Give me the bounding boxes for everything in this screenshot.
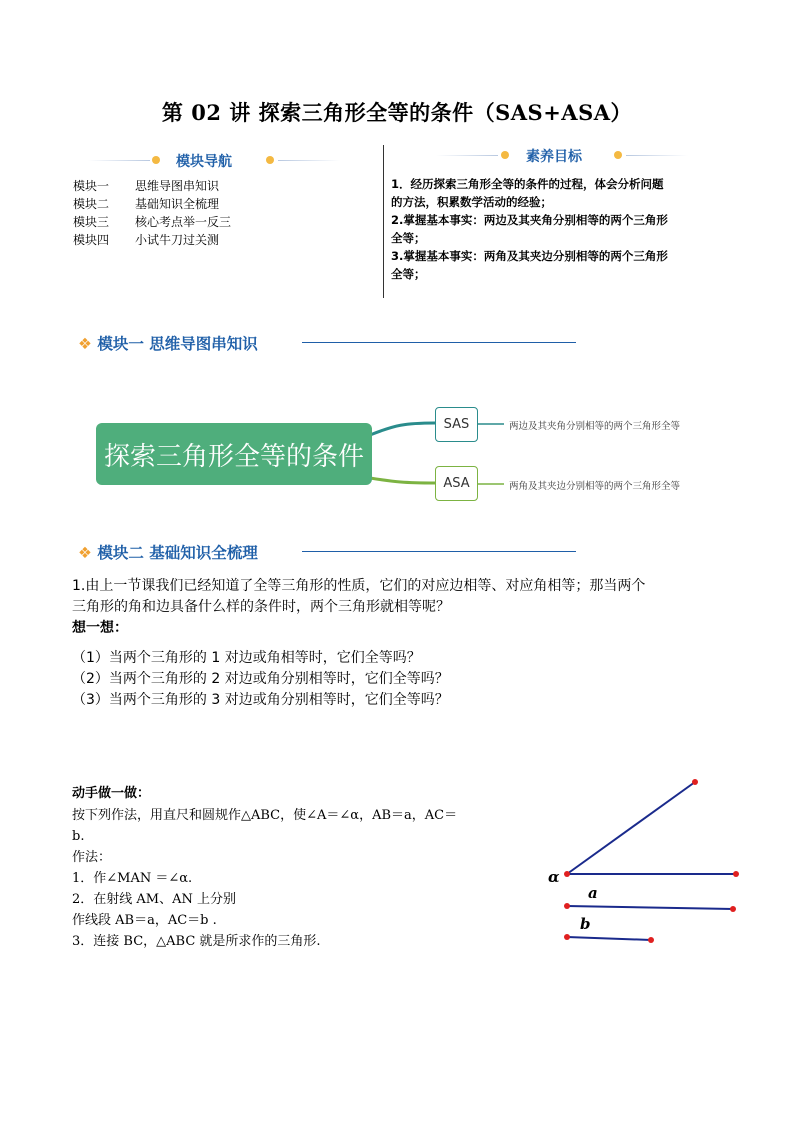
segment-b xyxy=(567,937,651,940)
point xyxy=(733,871,739,877)
point xyxy=(648,937,654,943)
mindmap-leaf-sas: 两边及其夹角分别相等的两个三角形全等 xyxy=(509,421,681,432)
point xyxy=(564,903,570,909)
activity-label: 动手做一做： xyxy=(72,786,151,801)
section1-heading: ❖ 模块一 思维导图串知识 xyxy=(78,335,258,353)
section2-heading: ❖ 模块二 基础知识全梳理 xyxy=(78,544,258,562)
point xyxy=(564,871,570,877)
goal-line-6: 全等； xyxy=(391,267,426,281)
point xyxy=(564,934,570,940)
nav-item-2[interactable]: 模块二 基础知识全梳理 xyxy=(73,197,220,211)
activity-line-3: 作法： xyxy=(72,850,112,865)
nav-item-1[interactable]: 模块一 思维导图串知识 xyxy=(73,179,220,193)
mindmap-node-asa: ASA xyxy=(435,466,478,501)
goal-line-5: 3.掌握基本事实：两角及其夹边分别相等的两个三角形 xyxy=(391,249,668,263)
think-label: 想一想： xyxy=(72,620,128,636)
diamond-icon: ❖ xyxy=(78,335,92,353)
goal-line-2: 的方法，积累数学活动的经验； xyxy=(391,195,552,209)
activity-line-5: 2．在射线 AM、AN 上分别 xyxy=(72,892,236,907)
question-3: （3）当两个三角形的 3 对边或角分别相等时，它们全等吗？ xyxy=(72,692,449,708)
label-a: a xyxy=(588,884,598,902)
mindmap-node-sas: SAS xyxy=(435,407,478,442)
mindmap-leaf-asa: 两角及其夹边分别相等的两个三角形全等 xyxy=(509,481,681,492)
goal-line-4: 全等； xyxy=(391,231,426,245)
point xyxy=(692,779,698,785)
intro-line-2: 三角形的角和边具备什么样的条件时，两个三角形就相等呢？ xyxy=(72,599,450,615)
goal-line-3: 2.掌握基本事实：两边及其夹角分别相等的两个三角形 xyxy=(391,213,668,227)
label-b: b xyxy=(580,915,591,933)
nav-heading: 模块导航 xyxy=(176,154,232,170)
activity-line-1: 按下列作法，用直尺和圆规作△ABC，使∠A＝∠α，AB＝a，AC＝ xyxy=(72,808,458,823)
label-alpha: α xyxy=(548,868,560,886)
goal-line-1: 1．经历探索三角形全等的条件的过程，体会分析问题 xyxy=(391,177,664,191)
angle-ray-upper xyxy=(567,782,695,874)
point xyxy=(730,906,736,912)
nav-item-4[interactable]: 模块四 小试牛刀过关测 xyxy=(73,233,220,247)
mindmap-center-node: 探索三角形全等的条件 xyxy=(96,423,372,485)
activity-line-4: 1．作∠MAN ＝∠α. xyxy=(72,871,193,886)
intro-line-1: 1.由上一节课我们已经知道了全等三角形的性质，它们的对应边相等、对应角相等；那当两个 xyxy=(72,578,646,594)
activity-line-2: b. xyxy=(72,829,85,844)
page-title: 第 02 讲 探索三角形全等的条件（SAS+ASA） xyxy=(161,100,633,125)
question-2: （2）当两个三角形的 2 对边或角分别相等时，它们全等吗？ xyxy=(72,671,449,687)
nav-item-3[interactable]: 模块三 核心考点举一反三 xyxy=(73,215,232,229)
question-1: （1）当两个三角形的 1 对边或角相等时，它们全等吗？ xyxy=(72,650,421,666)
diamond-icon: ❖ xyxy=(78,544,92,562)
segment-a xyxy=(567,906,733,909)
activity-line-6: 作线段 AB＝a，AC＝b . xyxy=(72,913,217,928)
goals-heading: 素养目标 xyxy=(526,149,582,165)
activity-line-7: 3．连接 BC，△ABC 就是所求作的三角形. xyxy=(72,934,321,949)
